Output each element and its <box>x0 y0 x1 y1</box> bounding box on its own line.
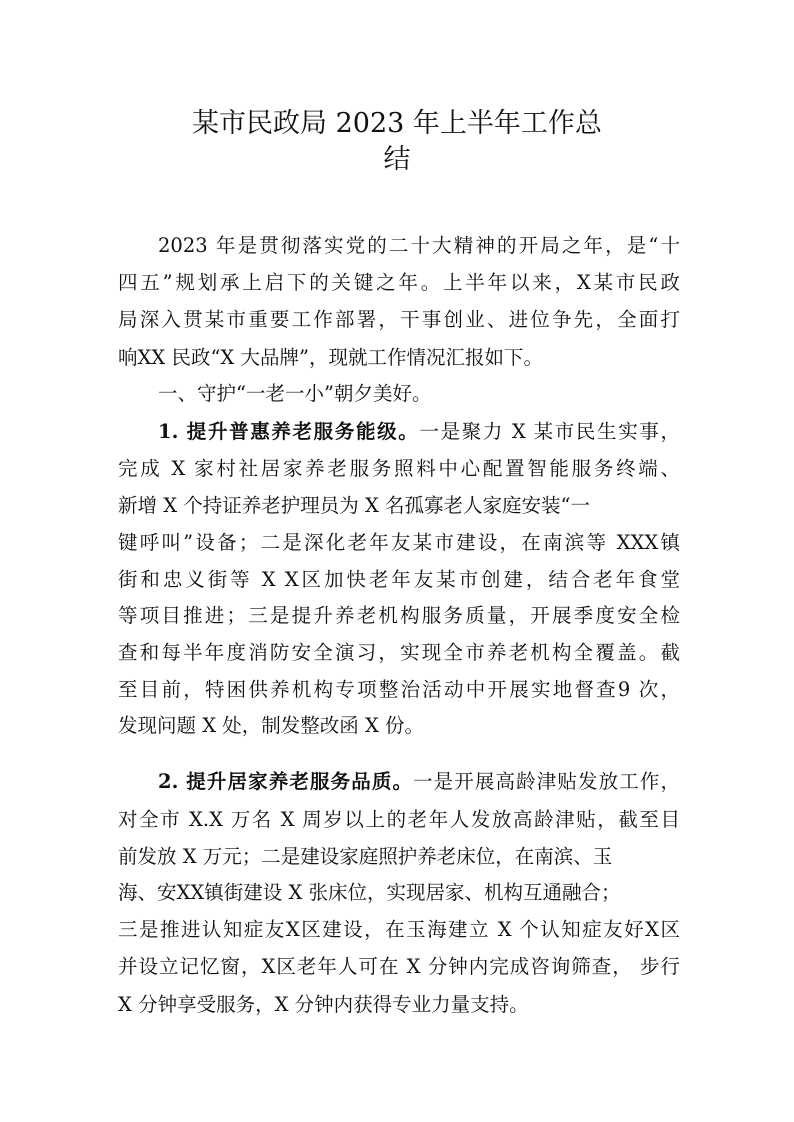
paragraph-line: 街和忠义街等 X X区加快老年友某市创建，结合老年食堂 <box>118 568 680 591</box>
paragraph-line: 新增 X 个持证养老护理员为 X 名孤寡老人家庭安装“一 <box>118 494 591 517</box>
paragraph-text: 一是聚力 X 某市民生实事， <box>419 420 680 443</box>
paragraph-2-lead: 2. 提升居家养老服务品质。 <box>158 770 414 793</box>
paragraph-line: 发现问题 X 处，制发整改函 X 份。 <box>118 714 425 737</box>
paragraph-line: 三是推进认知症友X区建设，在玉海建立 X 个认知症友好X区 <box>118 918 680 941</box>
paragraph-1-lead: 1. 提升普惠养老服务能级。 <box>158 420 420 443</box>
paragraph-line: 完成 X 家村社居家养老服务照料中心配置智能服务终端、 <box>118 457 680 480</box>
paragraph-1-first-line <box>158 420 680 444</box>
section-heading: 一、守护“一老一小”朝夕美好。 <box>158 382 432 405</box>
intro-line: 局深入贯某市重要工作部署，干事创业、进位争先，全面打 <box>118 308 680 331</box>
document-title-line1: 某市民政局 2023 年上半年工作总 <box>192 108 602 139</box>
paragraph-line: 等项目推进；三是提升养老机构服务质量，开展季度安全检 <box>118 604 680 627</box>
paragraph-2-first-line <box>158 770 680 794</box>
intro-line: 2023 年是贯彻落实党的二十大精神的开局之年，是“十 <box>158 234 680 257</box>
intro-line: 响XX 民政“X 大品牌”，现就工作情况汇报如下。 <box>118 346 543 369</box>
paragraph-line: 对全市 X.X 万名 X 周岁以上的老年人发放高龄津贴，截至目 <box>118 808 680 831</box>
paragraph-line: X 分钟享受服务，X 分钟内获得专业力量支持。 <box>118 993 529 1016</box>
paragraph-line: 前发放 X 万元；二是建设家庭照护养老床位，在南滨、玉 <box>118 845 613 868</box>
paragraph-line: 查和每半年度消防安全演习，实现全市养老机构全覆盖。截 <box>118 641 680 664</box>
paragraph-line: 海、安XX镇街建设 X 张床位，实现居家、机构互通融合； <box>118 881 621 904</box>
document-title-line2: 结 <box>383 144 411 175</box>
paragraph-line: 并设立记忆窗，X区老年人可在 X 分钟内完成咨询筛查， 步行 <box>118 955 680 978</box>
paragraph-line: 键呼叫”设备；二是深化老年友某市建设，在南滨等 XXX镇 <box>118 531 680 554</box>
paragraph-text: 一是开展高龄津贴发放工作， <box>413 770 680 793</box>
paragraph-line: 至目前，特困供养机构专项整治活动中开展实地督查9 次， <box>118 678 680 701</box>
intro-line: 四五”规划承上启下的关键之年。上半年以来，X某市民政 <box>118 271 680 294</box>
